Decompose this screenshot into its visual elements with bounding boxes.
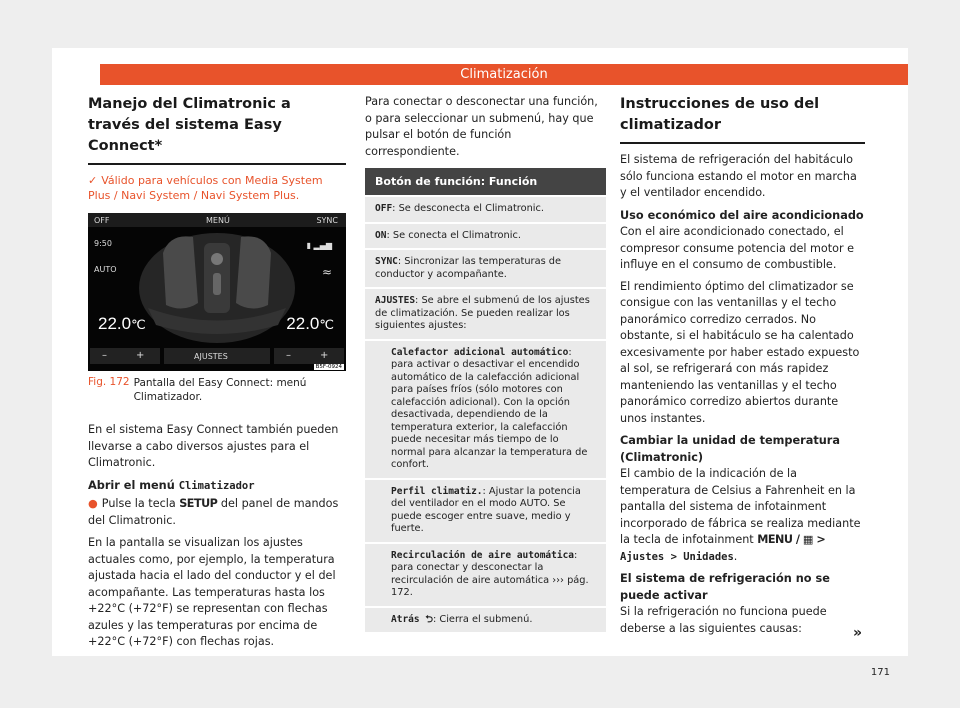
column-3 [620, 94, 865, 637]
page [52, 48, 908, 678]
menu-key: MENU / ▦ > [757, 533, 826, 546]
auto-button: AUTO [94, 265, 117, 274]
temperature-left: 22.0℃ [98, 314, 146, 333]
clock-display: 9:50 [94, 239, 112, 248]
column-2 [365, 94, 606, 632]
figure-code: B5F-0924 [315, 364, 342, 370]
table-row: SYNC: Sincronizar las temperaturas de conductor y acompañante. [365, 250, 606, 287]
validity-note: ✓ Válido para vehículos con Media System Plus / Navi System / Navi System Plus. [88, 174, 323, 202]
paragraph: El sistema de refrigeración del habitáculo sólo funciona estando el motor en marcha y el ventilador encendido. [620, 153, 857, 199]
table-subrow: Perfil climatiz.: Ajustar la potencia del ventilador en el modo AUTO. Se puede escoger entre suave, medio y fuerte. [365, 480, 606, 542]
signal-icon: ▮ ▂▄▆ [306, 241, 332, 250]
continue-marker: » [852, 625, 862, 641]
paragraph-intro: Para conectar o desconectar una función, o para seleccionar un submenú, hay que pulsar el botón de función correspondiente. [365, 95, 598, 158]
title-rule [88, 163, 346, 165]
setup-key: SETUP [179, 497, 218, 510]
check-icon: ✓ [88, 174, 98, 187]
sync-button: SYNC [316, 216, 338, 225]
figure-easy-connect-screen [88, 213, 346, 371]
section-title-easy-connect: Manejo del Climatronic a través del sistema Easy Connect* [88, 96, 291, 154]
ajustes-button: AJUSTES [164, 348, 270, 364]
paragraph: En la pantalla se visualizan los ajustes actuales como, por ejemplo, la temperatura ajustada hacia el lado del conductor y el del acompañante. Las temperaturas hasta los +22°C (+72°F) se representan con flechas azules y las temperaturas por encima de +22°C (+72°F) con flechas rojas. [88, 536, 336, 648]
off-button: OFF [94, 216, 110, 225]
temperature-right: 22.0℃ [286, 314, 334, 333]
title-rule [620, 142, 865, 144]
airflow-icon: ≈ [321, 265, 332, 279]
table-row: OFF: Se desconecta el Climatronic. [365, 197, 606, 222]
figure-number: Fig. 172 [88, 376, 130, 388]
bullet-icon: ● [88, 497, 98, 510]
table-row: AJUSTES: Se abre el submenú de los ajustes de climatización. Se pueden realizar los siguientes ajustes: [365, 289, 606, 339]
menu-label: MENÚ [206, 216, 230, 225]
paragraph: Si la refrigeración no funciona puede deberse a las siguientes causas: [620, 605, 827, 635]
paragraph: En el sistema Easy Connect también pueden llevarse a cabo diversos ajustes para el Climatronic. [88, 423, 339, 469]
table-row: ON: Se conecta el Climatronic. [365, 224, 606, 249]
function-table [365, 168, 606, 632]
right-temp-controls: – + [274, 348, 344, 364]
bullet-item: ● Pulse la tecla SETUP del panel de mandos del Climatronic. [88, 497, 339, 527]
column-1 [88, 94, 346, 651]
section-title-instructions: Instrucciones de uso del climatizador [620, 96, 820, 133]
table-subrow: Calefactor adicional automático: para activar o desactivar el encendido automático de la calefacción adicional para países fríos (sólo motores con calefacción adicional). Con la opción desactivada, dependiendo de la temperatura exterior, la calefacción puede necesitar más tiempo de lo normal para alcanzar la temperatura de confort. [365, 341, 606, 478]
paragraph: El cambio de la indicación de la temperatura de Celsius a Fahrenheit en la pantalla del sistema de infotainment incorporado de fábrica se realiza mediante la tecla de infotainment MENU / ▦ > Ajustes > Unidades. [620, 467, 861, 563]
subheading: El sistema de refrigeración no se puede activar [620, 572, 830, 602]
table-subrow: Recirculación de aire automática: para conectar y desconectar la recirculación de aire automática ››› pág. 172. [365, 544, 606, 606]
figure-caption [88, 376, 346, 404]
paragraph: El rendimiento óptimo del climatizador se consigue con las ventanillas y el techo panorámico corredizo cerrados. No obstante, si el habitáculo se ha calentado excesivamente por haber estado expuesto al sol, se refrigerará con más rapidez manteniendo las ventanillas y el techo panorámico corredizo abiertos durante unos instantes. [620, 279, 860, 425]
left-temp-controls: – + [90, 348, 160, 364]
subheading: Uso económico del aire acondicionado [620, 208, 864, 222]
subheading-open-menu: Abrir el menú Climatizador [88, 478, 255, 492]
figure-caption-text: Pantalla del Easy Connect: menú Climatizador. [133, 377, 307, 403]
table-subrow: Atrás ⮌: Cierra el submenú. [365, 608, 606, 633]
table-header: Botón de función: Función [365, 168, 606, 195]
chapter-header: Climatización [100, 64, 908, 85]
page-number: 171 [870, 667, 890, 678]
subheading: Cambiar la unidad de temperatura (Climatronic) [620, 434, 840, 464]
paragraph: Con el aire acondicionado conectado, el compresor consume potencia del motor e influye en el consumo de combustible. [620, 225, 855, 271]
